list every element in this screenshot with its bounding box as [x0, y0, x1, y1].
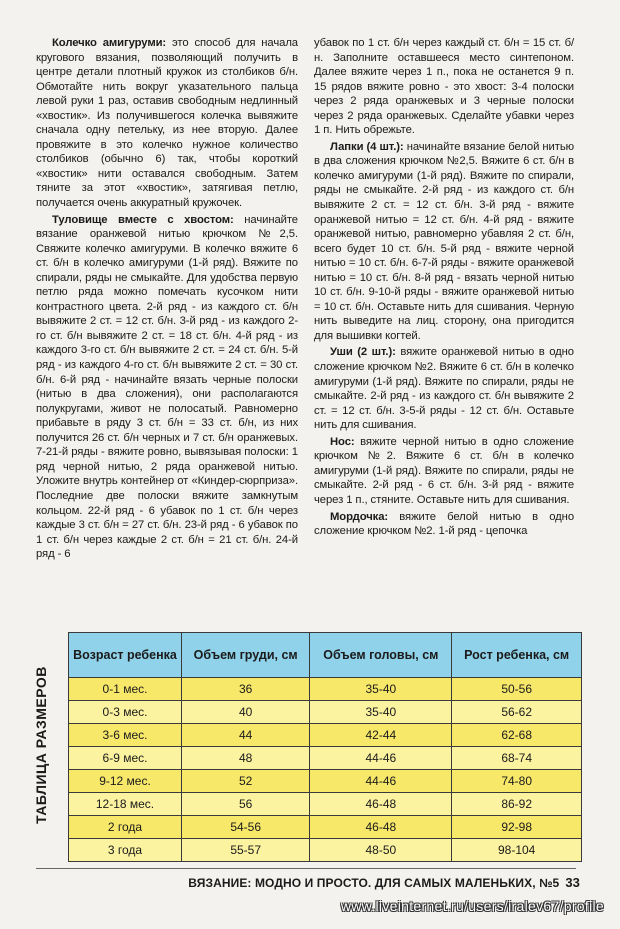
- head-cell: 44-46: [310, 770, 452, 793]
- paragraph-heading: Мордочка:: [330, 510, 389, 523]
- header-age: Возраст ребенка: [69, 633, 182, 678]
- right-paragraph: [314, 435, 574, 508]
- footer-divider: [36, 868, 576, 869]
- head-cell: 35-40: [310, 701, 452, 724]
- chest-cell: 56: [182, 793, 310, 816]
- table-row: [69, 724, 582, 747]
- paragraph-heading: Уши (2 шт.):: [330, 346, 396, 359]
- right-paragraph: [314, 140, 574, 344]
- header-height: Рост ребенка, см: [452, 633, 582, 678]
- right-text-column: [314, 36, 574, 541]
- paragraph-text: убавок по 1 ст. б/н через каждый ст. б/н = 15 ст. б/н. Заполните оставшееся место синтепоном. Далее вяжите через 1 п., пока не останется 9 п. 15 рядов вяжите ровно - это хвост: 3-4 полоски через 2 ряда оранжевых и 3 черные полоски через 2 ряда оранжевых. Сделайте убавки через 1 п. Нить обрежьте.: [314, 37, 574, 137]
- right-paragraph: [314, 510, 574, 539]
- chest-cell: 52: [182, 770, 310, 793]
- paragraph-text: вяжите черной нитью в одно сложение крючком №2. Вяжите 6 ст. б/н в колечко амигуруми (1-й ряд). Вяжите по спирали, ряды не смыкайте. 2-й ряд - 6 ст. б/н. 3-й ряд - вяжите через 1 п., стяните. Оставьте нить для сшивания.: [314, 435, 574, 506]
- size-table-section: [20, 632, 582, 858]
- height-cell: 74-80: [452, 770, 582, 793]
- header-head: Объем головы, см: [310, 633, 452, 678]
- chest-cell: 40: [182, 701, 310, 724]
- head-cell: 44-46: [310, 747, 452, 770]
- age-cell: 3-6 мес.: [69, 724, 182, 747]
- table-row: [69, 793, 582, 816]
- size-table-side-label: [20, 632, 62, 858]
- paragraph-text: вяжите белой нитью в одно сложение крючком №2. 1-й ряд - цепочка: [314, 510, 574, 538]
- height-cell: 98-104: [452, 839, 582, 862]
- chest-cell: 48: [182, 747, 310, 770]
- paragraph-text: это способ для начала кругового вязания, позволяющий получить в центре детали плотный кружок из столбиков б/н. Обмотайте нить вокруг указательного пальца левой руки 1 раз, оставив свободным недлинный «хвостик». Из получившегося колечка вывяжите сначала одну петельку, из нее вторую. Далее провяжите в это колечко нужное количество столбиков (обычно 6) так, чтобы короткий «хвостик» нити оставался свободным. Затем тяните за этот «хвостик», затягивая петлю, получается очень аккуратный кружочек.: [36, 37, 298, 210]
- height-cell: 86-92: [452, 793, 582, 816]
- paragraph-text: начинайте вязание белой нитью в два сложения крючком №2,5. Вяжите 6 ст. б/н в колечко амигуруми (1-й ряд). Вяжите по спирали, ряды не смыкайте. 2-й ряд - из каждого ст. б/н вывяжите 2 ст. = 12 ст. б/н. 3-й ряд - вяжите оранжевой нитью = 12 ст. б/н. 4-й ряд - вяжите оранжевой нитью, равномерно убавляя 2 ст. б/н, всего будет 10 ст. б/н. 5-й ряд - вяжите черной нитью = 10 ст. б/н. 6-7-й ряды - вяжите оранжевой нитью = 10 ст. б/н. 8-й ряд - вязать черной нитью 10 ст. б/н. 9-10-й ряды - вяжите оранжевой нитью = 10 ст. б/н. Оставьте нить для сшивания. Черную нить выведите на лиц. сторону, она пригодится для вышивки когтей.: [314, 140, 574, 342]
- chest-cell: 54-56: [182, 816, 310, 839]
- age-cell: 0-3 мес.: [69, 701, 182, 724]
- chest-cell: 55-57: [182, 839, 310, 862]
- table-row: [69, 701, 582, 724]
- head-cell: 46-48: [310, 816, 452, 839]
- height-cell: 68-74: [452, 747, 582, 770]
- chest-cell: 44: [182, 724, 310, 747]
- head-cell: 46-48: [310, 793, 452, 816]
- size-table-header-row: [69, 633, 582, 678]
- paragraph-text: начинайте вязание оранжевой нитью крючком №2,5. Свяжите колечко амигуруми. В колечко вяжите 6 ст. б/н в колечко амигуруми (1-й ряд). Вяжите по спирали, ряды не смыкайте. Для удобства первую петлю ряда можно помечать кусочком нити контрастного цвета. 2-й ряд - из каждого ст. б/н вывяжите 2 ст. = 12 ст. б/н. 3-й ряд - из каждого 2-го ст. б/н вывяжите 2 ст. = 18 ст. б/н. 4-й ряд - из каждого 3-го ст. б/н вывяжите 2 ст. = 24 ст. б/н. 5-й ряд - из каждого 4-го ст. б/н вывяжите 2 ст. = 30 ст. б/н. 6-й ряд - начинайте вязать черные полоски (нитью в два сложения), они располагаются полукругами, живот не полосатый. Равномерно прибавьте в ряду 3 ст. б/н = 33 ст. б/н, из них получится 26 ст. б/н черных и 7 ст. б/н оранжевых. 7-21-й ряды - вяжите ровно, вывязывая полоски: 1 ряд черной нитью, 2 ряда оранжевой нитью. Уложите внутрь контейнер от «Киндер-сюрприза». Последние две полоски вяжите замкнутым кольцом. 22-й ряд - 6 убавок по 1 ст. б/н через каждые 3 ст. б/н = 27 ст. б/н. 23-й ряд - 6 убавок по 1 ст. б/н через каждые 2 ст. б/н = 21 ст. б/н. 24-й ряд - 6: [36, 213, 298, 561]
- paragraph-heading: Лапки (4 шт.):: [330, 140, 404, 153]
- right-paragraph: [314, 36, 574, 138]
- size-table-title: ТАБЛИЦА РАЗМЕРОВ: [33, 666, 49, 824]
- table-row: [69, 770, 582, 793]
- size-table: [68, 632, 582, 862]
- age-cell: 9-12 мес.: [69, 770, 182, 793]
- left-text-column: [36, 36, 298, 564]
- head-cell: 48-50: [310, 839, 452, 862]
- page-number: 33: [565, 875, 580, 890]
- paragraph-heading: Колечко амигуруми:: [52, 37, 167, 49]
- table-row: [69, 678, 582, 701]
- age-cell: 0-1 мес.: [69, 678, 182, 701]
- page-footer: [120, 875, 580, 890]
- head-cell: 42-44: [310, 724, 452, 747]
- age-cell: 2 года: [69, 816, 182, 839]
- left-paragraph: [36, 36, 298, 211]
- header-chest: Объем груди, см: [182, 633, 310, 678]
- watermark: www.liveinternet.ru/users/iralev67/profile: [340, 898, 604, 914]
- age-cell: 3 года: [69, 839, 182, 862]
- height-cell: 62-68: [452, 724, 582, 747]
- right-paragraph: [314, 345, 574, 432]
- table-row: [69, 839, 582, 862]
- height-cell: 50-56: [452, 678, 582, 701]
- age-cell: 12-18 мес.: [69, 793, 182, 816]
- chest-cell: 36: [182, 678, 310, 701]
- height-cell: 92-98: [452, 816, 582, 839]
- height-cell: 56-62: [452, 701, 582, 724]
- head-cell: 35-40: [310, 678, 452, 701]
- age-cell: 6-9 мес.: [69, 747, 182, 770]
- magazine-title: ВЯЗАНИЕ: МОДНО И ПРОСТО. ДЛЯ САМЫХ МАЛЕНЬКИХ, №5: [188, 876, 560, 890]
- table-row: [69, 816, 582, 839]
- table-row: [69, 747, 582, 770]
- paragraph-text: вяжите оранжевой нитью в одно сложение крючком №2. Вяжите 6 ст. б/н в колечко амигуруми (1-й ряд). Вяжите по спирали, ряды не смыкайте. 2-й ряд - из каждого ст. б/н вывяжите 2 ст. = 12 ст. б/н. 3-5-й ряды - 12 ст. б/н. Оставьте нить для сшивания.: [314, 346, 574, 432]
- left-paragraph: [36, 213, 298, 562]
- paragraph-heading: Туловище вместе с хвостом:: [52, 213, 234, 226]
- paragraph-heading: Нос:: [330, 435, 355, 448]
